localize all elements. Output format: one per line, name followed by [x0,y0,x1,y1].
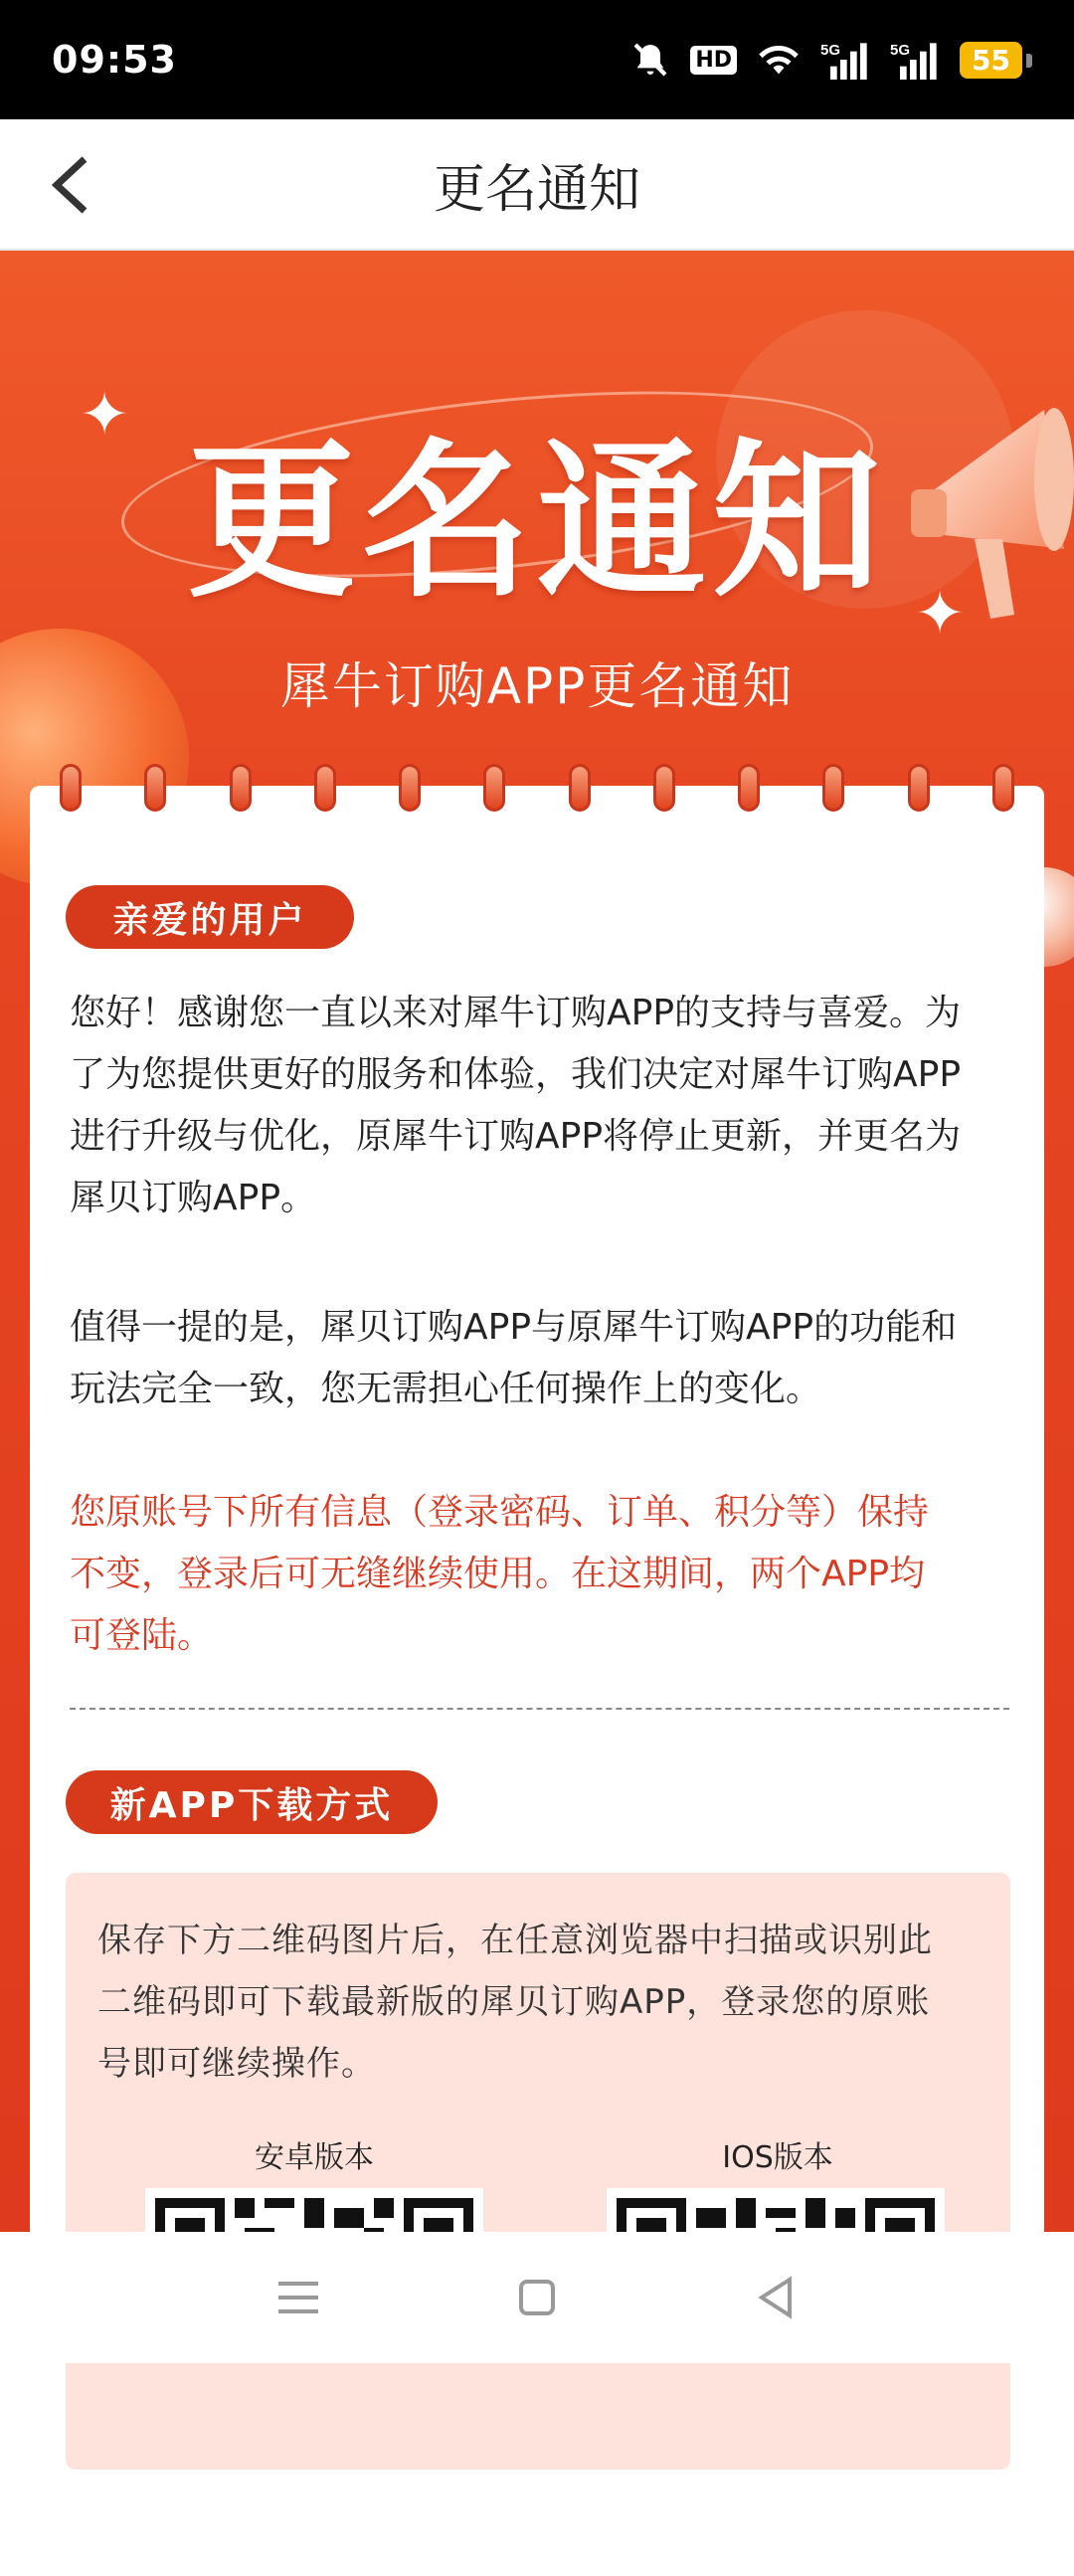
page-title: 更名通知 [433,159,640,220]
text-line: 可登陆。 [70,1615,214,1656]
section-tag-download: 新APP下载方式 [66,1770,438,1834]
ring [60,764,82,812]
hero-subtitle: 犀牛订购APP更名通知 [279,657,795,715]
menu-icon [276,2278,320,2317]
ring [653,764,675,812]
text-line: 您好！感谢您一直以来对犀牛订购APP的支持与喜爱。为 [70,993,962,1033]
spiral-rings [60,764,1014,812]
consistency-paragraph [70,1297,1014,1420]
home-button[interactable] [507,2268,567,2327]
wifi-icon [757,42,801,78]
account-notice-paragraph [70,1482,1014,1667]
ring [992,764,1014,812]
text-line: 保存下方二维码图片后，在任意浏览器中扫描或识别此 [97,1921,933,1960]
chevron-left-icon [45,153,94,217]
home-square-icon [517,2278,557,2317]
signal-5g-icon-2 [890,40,940,80]
hd-icon: HD [690,46,737,75]
sparkle-icon: ✦ [80,380,130,450]
ring [822,764,844,812]
signal-5g-icon [820,40,870,80]
text-line: 二维码即可下载最新版的犀贝订购APP，登录您的原账 [97,1982,931,2022]
ring [908,764,930,812]
svg-text:5G: 5G [890,42,911,59]
ios-version-label: IOS版本 [722,2140,833,2175]
back-button[interactable] [30,145,109,225]
text-line: 进行升级与优化，原犀牛订购APP将停止更新，并更名为 [70,1116,962,1157]
mute-bell-icon [630,40,670,80]
section-tag-dear-user: 亲爱的用户 [66,885,354,949]
greeting-paragraph [70,983,1014,1229]
text-line: 不变，登录后可无缝继续使用。在这期间，两个APP均 [70,1554,926,1594]
text-line: 犀贝订购APP。 [70,1178,317,1218]
battery-indicator: 55 [960,42,1022,79]
ring [230,764,252,812]
ring [314,764,336,812]
status-icons [630,40,1022,80]
nav-bar [0,119,1074,251]
menu-button[interactable] [268,2268,328,2327]
sparkle-icon-2: ✦ [915,579,966,648]
status-time: 09:53 [52,38,177,82]
ring [569,764,591,812]
svg-text:5G: 5G [820,42,841,59]
text-line: 了为您提供更好的服务和体验，我们决定对犀牛订购APP [70,1054,962,1095]
ring [738,764,760,812]
download-instructions [97,1910,992,2095]
back-nav-button[interactable] [746,2268,806,2327]
text-line: 玩法完全一致，您无需担心任何操作上的变化。 [70,1369,822,1409]
status-bar [0,0,1074,119]
text-line: 值得一提的是，犀贝订购APP与原犀牛订购APP的功能和 [70,1307,958,1348]
text-line: 您原账号下所有信息（登录密码、订单、积分等）保持 [70,1492,930,1533]
ring [483,764,505,812]
triangle-back-icon [756,2276,796,2319]
dashed-divider [70,1708,1009,1710]
android-version-label: 安卓版本 [255,2140,374,2175]
system-nav-bar [0,2232,1074,2363]
ring [399,764,421,812]
hero-title: 更名通知 [186,422,887,621]
ring [144,764,166,812]
text-line: 号即可继续操作。 [97,2044,376,2084]
